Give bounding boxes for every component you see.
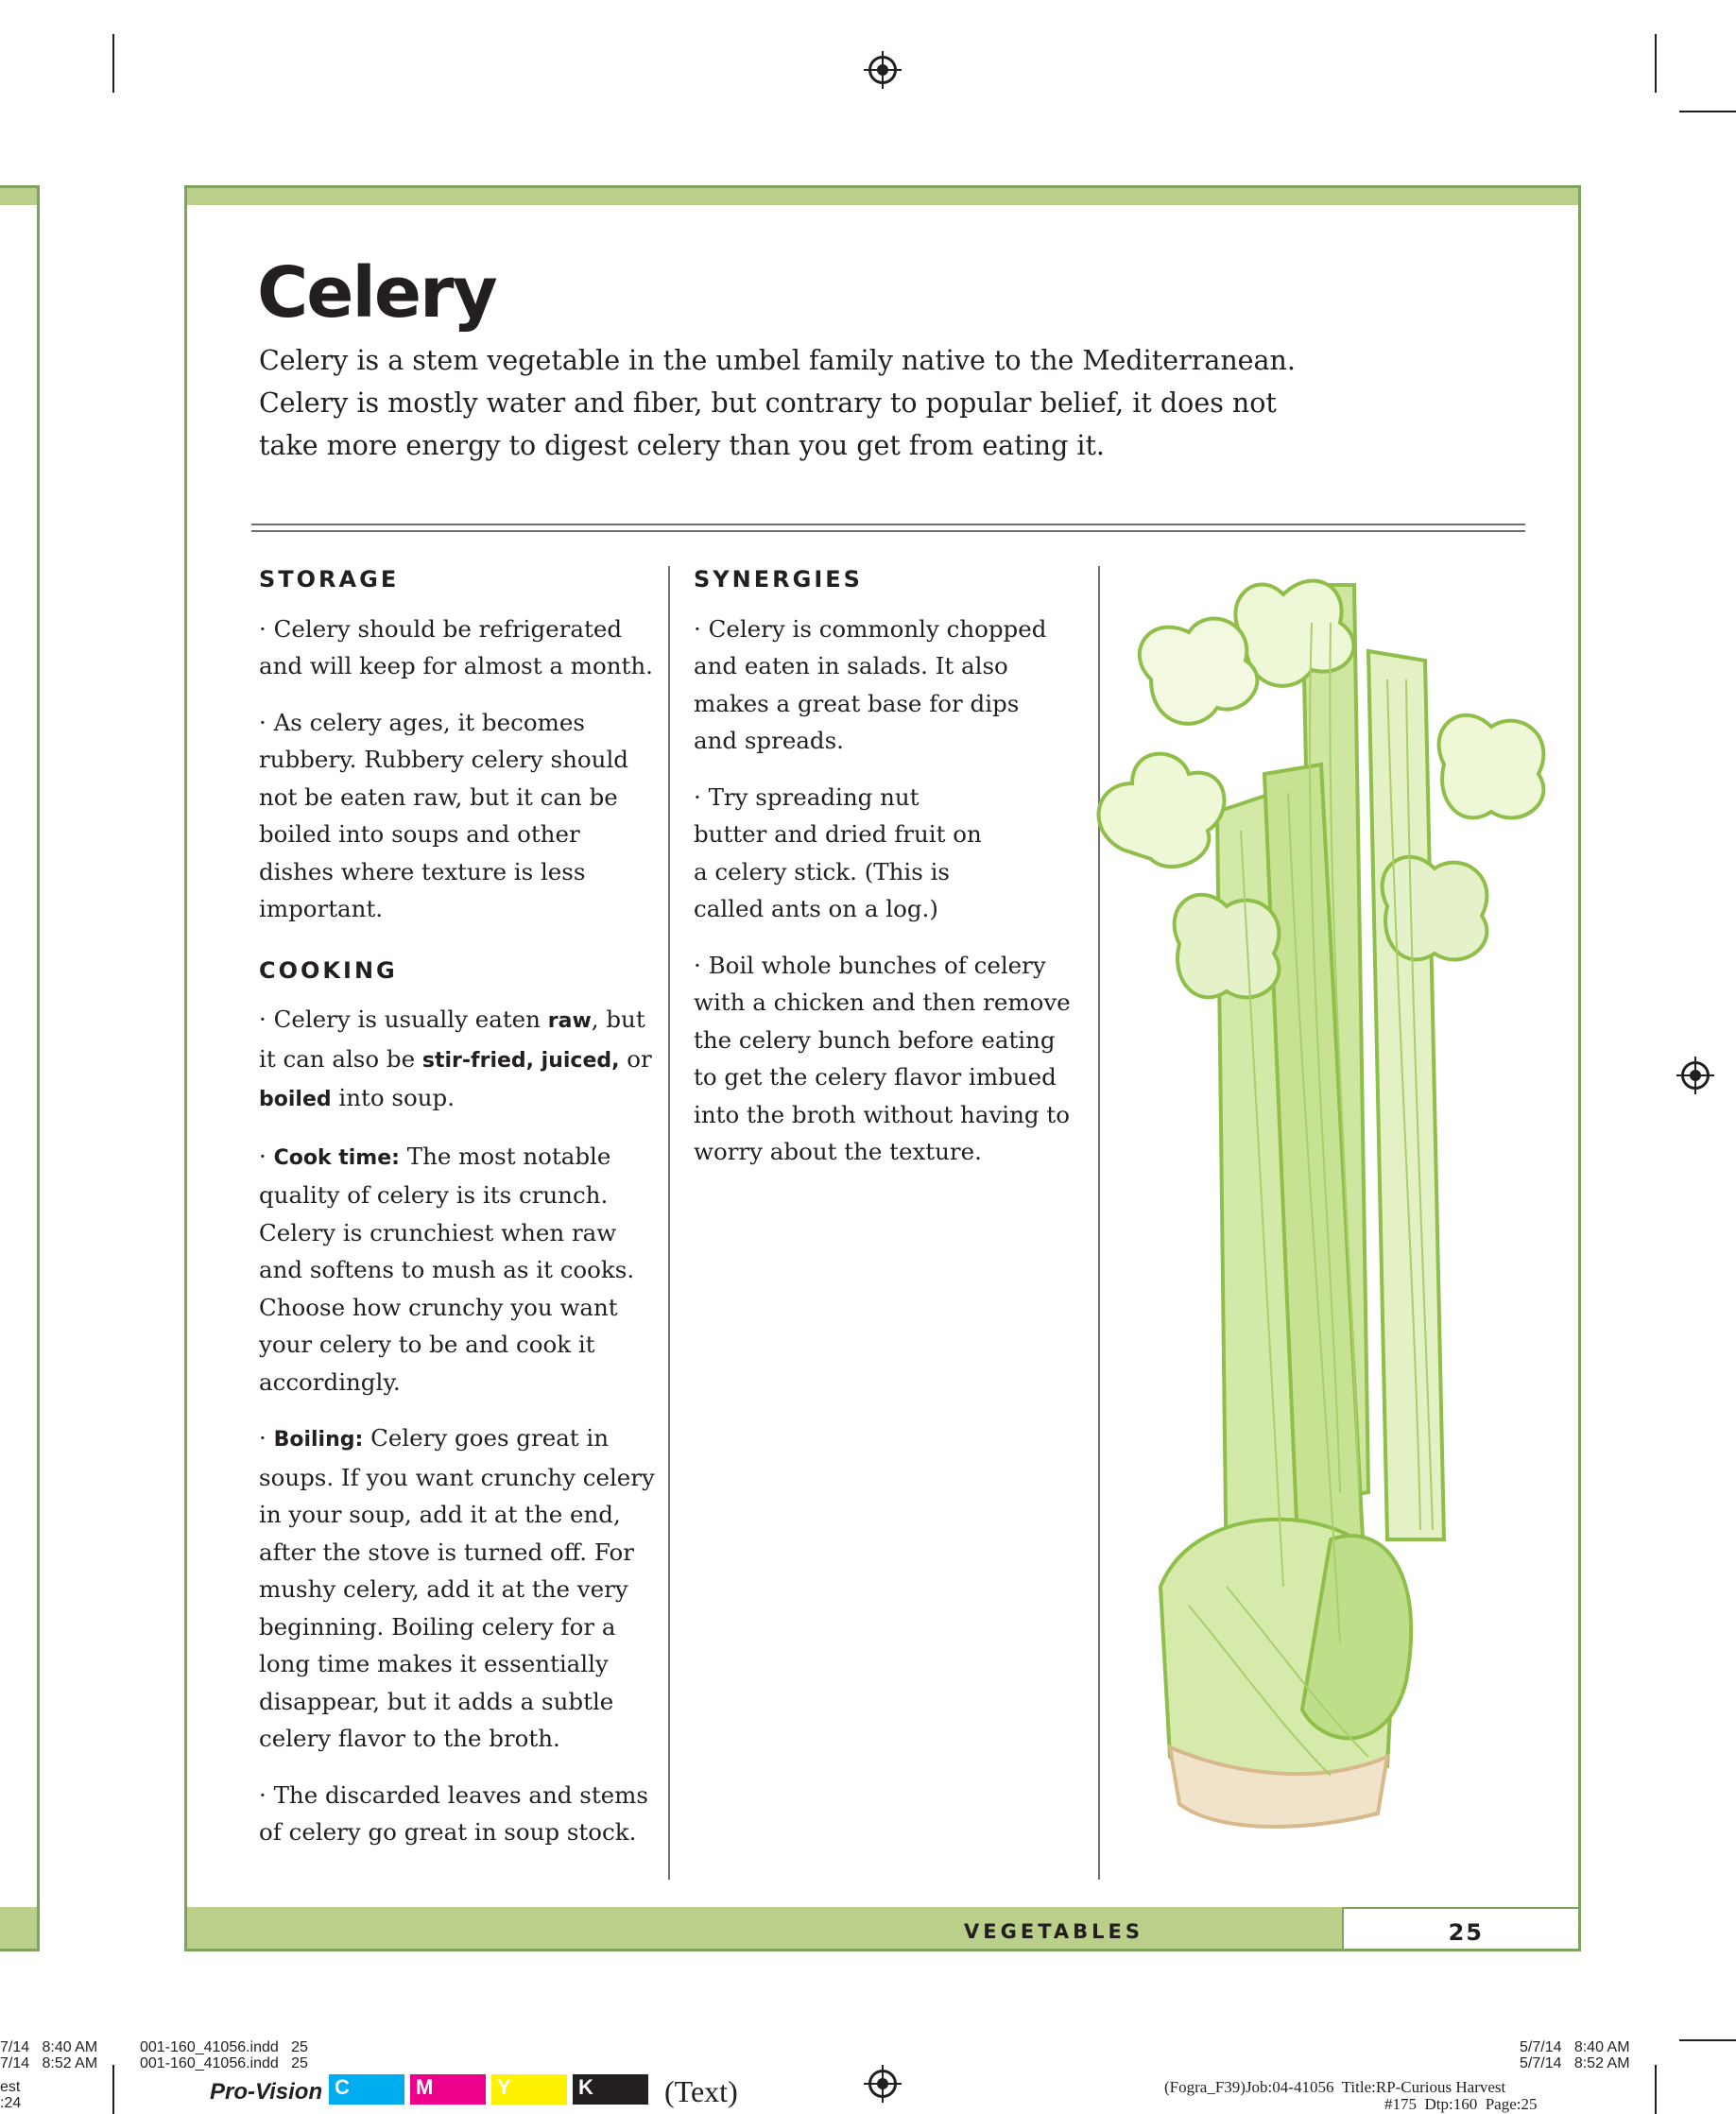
crop-mark-bottom-right [1655, 2065, 1657, 2114]
swatch-note: (Text) [664, 2074, 738, 2108]
synergies-item: · Boil whole bunches of celery with a chicken and then remove the celery bunch before eating to get the celery flavor imbued into the broth without having to worry about the texture. [694, 951, 1071, 1165]
previous-page-bottom-band [0, 1907, 37, 1949]
crop-mark-right-lower [1679, 2039, 1736, 2041]
printer-brand: Pro-Vision [210, 2079, 323, 2105]
swatch-yellow: Y [491, 2074, 567, 2105]
crop-mark-bottom-left [112, 2065, 114, 2114]
crop-mark-right-upper [1679, 111, 1736, 112]
swatch-magenta: M [410, 2074, 486, 2105]
slug-left-edge: est :24 [0, 2079, 22, 2111]
column-rule-left [668, 566, 670, 1880]
previous-page-edge [0, 185, 40, 1951]
storage-item: · As celery ages, it becomes rubbery. Rubbery celery should not be eaten raw, but it can be boiled into soups and other dishes where texture is less important. [259, 708, 628, 922]
registration-mark-bottom [868, 2070, 897, 2098]
cooking-heading: COOKING [259, 956, 398, 984]
top-color-band [187, 188, 1578, 205]
crop-mark-top-left [112, 34, 114, 93]
footer-section-label: VEGETABLES [964, 1920, 1143, 1943]
book-page [184, 185, 1581, 1951]
page-title: Celery [257, 252, 496, 334]
divider-line-bottom [251, 530, 1525, 532]
cooking-item-stock: · The discarded leaves and stems of celery go great in soup stock. [259, 1780, 648, 1846]
slug-job-line-1: (Fogra_F39)Job:04-41056 Title:RP-Curious Harvest [1164, 2078, 1506, 2096]
synergies-heading: SYNERGIES [694, 566, 863, 593]
celery-illustration [1085, 547, 1581, 1889]
swatch-black: K [573, 2074, 648, 2105]
cooking-item-cook-time: · Cook time: The most notable quality of celery is its crunch. Celery is crunchiest when raw and softens to mush as it cooks. Choose how crunchy you want your celery to be and cook it accordingly. [259, 1142, 635, 1396]
cooking-item-methods: · Celery is usually eaten raw, but it can also be stir-fried, juiced, or boiled into soup. [259, 1005, 652, 1111]
cooking-item-boiling: · Boiling: Celery goes great in soups. If you want crunchy celery in your soup, add it at the end, after the stove is turned off. For mushy celery, add it at the very beginning. Boiling celery for a long time makes it essentially disappear, but it adds a subtle celery flavor to the broth. [259, 1424, 655, 1752]
slug-job-line-2: #175 Dtp:160 Page:25 [1384, 2095, 1538, 2113]
slug-left-dates: 7/14 8:40 AM 7/14 8:52 AM [0, 2039, 98, 2071]
left-column [259, 561, 656, 1870]
storage-item: · Celery should be refrigerated and will keep for almost a month. [259, 614, 653, 679]
synergies-item: · Celery is commonly chopped and eaten in salads. It also makes a great base for dips and spreads. [694, 614, 1047, 754]
swatch-cyan: C [329, 2074, 404, 2105]
slug-right-dates: 5/7/14 8:40 AM 5/7/14 8:52 AM [1520, 2039, 1630, 2071]
divider-line-top [251, 524, 1525, 525]
previous-page-top-band [0, 188, 37, 205]
registration-mark-top [868, 56, 897, 84]
synergies-item: · Try spreading nut butter and dried fruit on a celery stick. (This is called ants on a log.) [694, 782, 982, 922]
storage-heading: STORAGE [259, 566, 400, 593]
crop-mark-top-right [1655, 34, 1657, 93]
middle-column [694, 561, 1091, 1190]
registration-mark-right [1681, 1061, 1710, 1090]
slug-left-files: 001-160_41056.indd 25 001-160_41056.indd 25 [140, 2039, 308, 2071]
page-number: 25 [1448, 1919, 1484, 1946]
intro-paragraph: Celery is a stem vegetable in the umbel family native to the Mediterranean. Celery is mostly water and fiber, but contrary to popular belief, it does not take more energy to digest celery than you get from eating it. [259, 345, 1296, 461]
